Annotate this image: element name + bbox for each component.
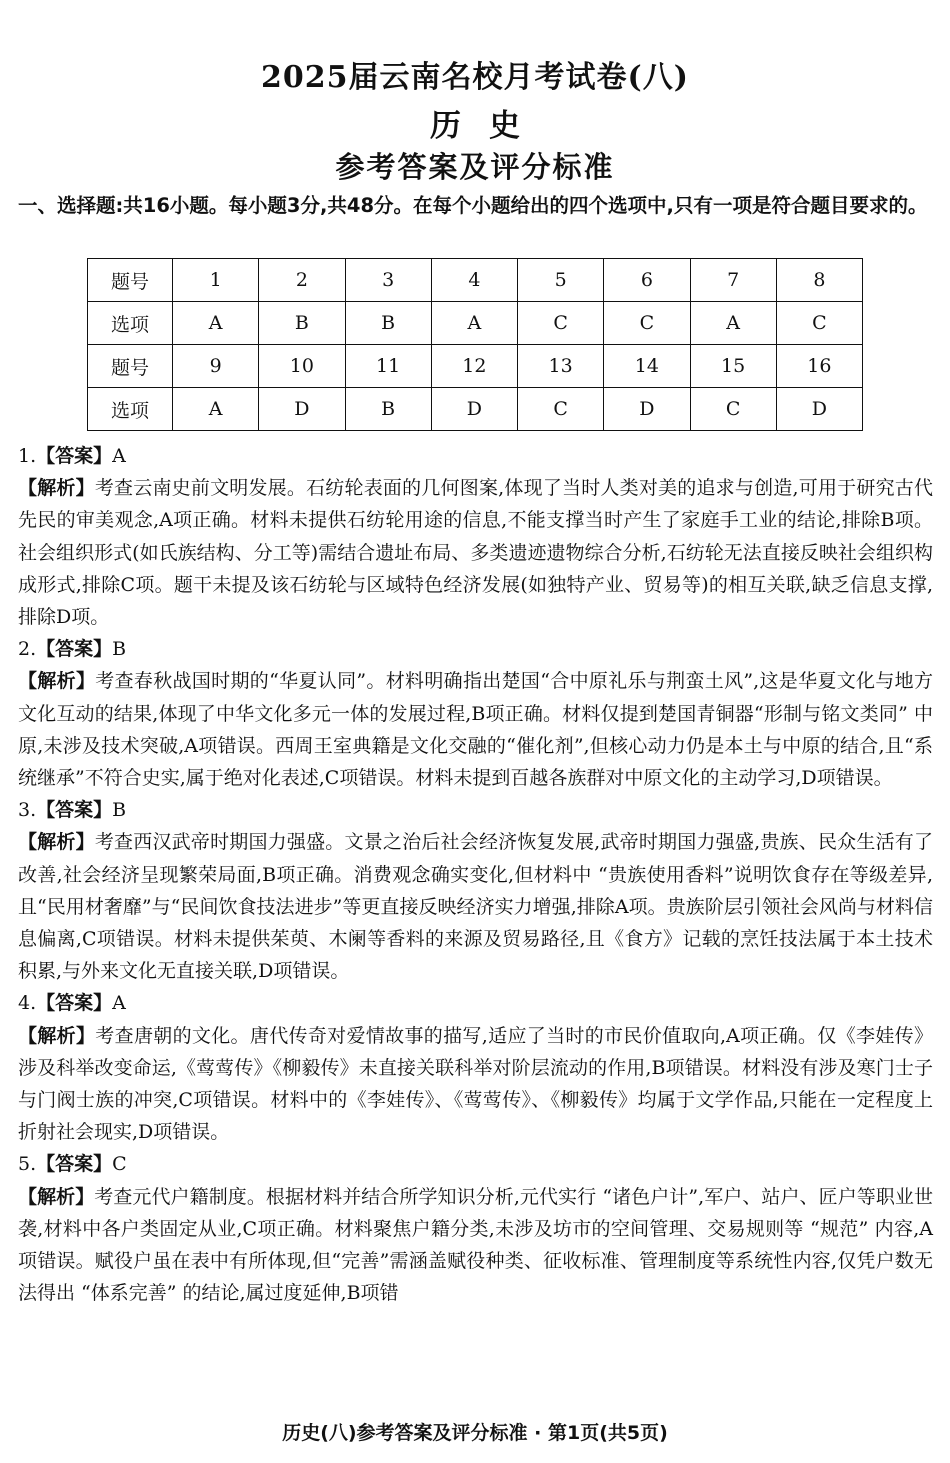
item-number: 5.: [18, 1153, 37, 1176]
analysis-label: 【解析】: [18, 1024, 96, 1047]
question-number: 2: [259, 259, 345, 302]
table-row-label: 选项: [88, 388, 173, 431]
item-number: 2.: [18, 638, 37, 661]
list-item: [18, 987, 933, 1148]
analysis-text: 考查元代户籍制度。根据材料并结合所学知识分析,元代实行 “诸色户计”,军户、站户、匠户等职业世袭,材料中各户类固定从业,C项正确。材料聚焦户籍分类,未涉及坊市的空间管理、交易规则等 “规范” 内容,A项错误。赋役户虽在表中有所体现,但“完善”需涵盖赋役种类、征收标准、管理制度等系统性内容,仅凭户数无法得出 “体系完善” 的结论,属过度延伸,B项错: [18, 1185, 933, 1305]
question-number: 5: [518, 259, 604, 302]
question-number: 6: [604, 259, 690, 302]
analysis-paragraph: [18, 826, 933, 987]
answer-option: A: [431, 302, 517, 345]
question-number: 1: [173, 259, 259, 302]
answer-option: D: [776, 388, 862, 431]
analysis-label: 【解析】: [18, 831, 95, 854]
question-number: 11: [345, 345, 431, 388]
analysis-paragraph: [18, 1020, 933, 1149]
answer-option: C: [518, 388, 604, 431]
question-number: 9: [173, 345, 259, 388]
answer-label: 【答案】: [36, 992, 113, 1015]
answer-option: A: [690, 302, 776, 345]
answer-label: 【答案】: [36, 799, 113, 822]
item-number: 4.: [18, 992, 37, 1015]
answer-label: 【答案】: [36, 445, 113, 467]
answer-line: [18, 1148, 933, 1180]
analysis-label: 【解析】: [18, 670, 96, 693]
question-number: 7: [690, 259, 776, 302]
answer-label: 【答案】: [36, 1153, 113, 1176]
list-item: [18, 1148, 933, 1309]
answer-option: C: [604, 302, 690, 345]
analysis-paragraph: [18, 472, 933, 633]
answer-option: D: [431, 388, 517, 431]
answer-value: A: [112, 445, 126, 467]
answer-option: D: [259, 388, 345, 431]
question-number: 4: [431, 259, 517, 302]
exam-title: 2025届云南名校月考试卷(八): [261, 60, 689, 95]
answer-line: [18, 794, 933, 826]
list-item: [18, 794, 933, 987]
answer-explanations: [18, 440, 933, 1309]
answer-key-title: 参考答案及评分标准: [335, 150, 615, 184]
list-item: [18, 440, 933, 633]
question-number: 15: [690, 345, 776, 388]
answer-option: C: [690, 388, 776, 431]
answer-line: [18, 440, 933, 472]
table-row-label: 题号: [88, 345, 173, 388]
question-number: 10: [259, 345, 345, 388]
analysis-paragraph: [18, 665, 933, 794]
analysis-text: 考查春秋战国时期的“华夏认同”。材料明确指出楚国“合中原礼乐与荆蛮土风”,这是华夏文化与地方文化互动的结果,体现了中华文化多元一体的发展过程,B项正确。材料仅提到楚国青铜器“形制与铭文类同” 中原,未涉及技术突破,A项错误。西周王室典籍是文化交融的“催化剂”,但核心动力仍是本土与中原的结合,且“系统继承”不符合史实,属于绝对化表述,C项错误。材料未提到百越各族群对中原文化的主动学习,D项错误。: [18, 670, 933, 790]
list-item: [18, 633, 933, 794]
question-number: 8: [776, 259, 862, 302]
table-row-label: 题号: [88, 259, 173, 302]
analysis-label: 【解析】: [18, 477, 95, 500]
question-number: 16: [776, 345, 862, 388]
table-row: [88, 259, 863, 302]
answer-line: [18, 633, 933, 665]
question-number: 3: [345, 259, 431, 302]
analysis-label: 【解析】: [18, 1185, 95, 1208]
table-row: [88, 388, 863, 431]
answer-option: D: [604, 388, 690, 431]
answer-value: A: [112, 992, 126, 1015]
answer-option: B: [345, 388, 431, 431]
subject-title: 历史: [430, 108, 548, 144]
table-row: [88, 345, 863, 388]
item-number: 3.: [18, 799, 37, 822]
answer-option: C: [518, 302, 604, 345]
question-number: 13: [518, 345, 604, 388]
answer-option: B: [259, 302, 345, 345]
page-footer: 历史(八)参考答案及评分标准 · 第1页(共5页): [282, 1422, 668, 1444]
analysis-text: 考查唐朝的文化。唐代传奇对爱情故事的描写,适应了当时的市民价值取向,A项正确。仅《李娃传》涉及科举改变命运,《莺莺传》《柳毅传》未直接关联科举对阶层流动的作用,B项错误。材料没有涉及寒门士子与门阀士族的冲突,C项错误。材料中的《李娃传》、《莺莺传》、《柳毅传》均属于文学作品,只能在一定程度上折射社会现实,D项错误。: [18, 1024, 933, 1144]
answer-option: A: [173, 302, 259, 345]
table-row: [88, 302, 863, 345]
answer-table: [87, 258, 863, 431]
question-number: 12: [431, 345, 517, 388]
answer-value: B: [112, 799, 127, 822]
answer-value: C: [112, 1153, 127, 1176]
analysis-paragraph: [18, 1181, 933, 1310]
answer-option: C: [776, 302, 862, 345]
section-heading: 一、选择题:共16小题。每小题3分,共48分。在每个小题给出的四个选项中,只有一项是符合题目要求的。: [18, 194, 928, 217]
answer-option: A: [173, 388, 259, 431]
analysis-text: 考查云南史前文明发展。石纺轮表面的几何图案,体现了当时人类对美的追求与创造,可用于研究古代先民的审美观念,A项正确。材料未提供石纺轮用途的信息,不能支撑当时产生了家庭手工业的结论,排除B项。社会组织形式(如氏族结构、分工等)需结合遗址布局、多类遗迹遗物综合分析,石纺轮无法直接反映社会组织构成形式,排除C项。题干未提及该石纺轮与区域特色经济发展(如独特产业、贸易等)的相互关联,缺乏信息支撑,排除D项。: [18, 477, 933, 629]
item-number: 1.: [18, 445, 37, 467]
answer-line: [18, 987, 933, 1019]
question-number: 14: [604, 345, 690, 388]
analysis-text: 考查西汉武帝时期国力强盛。文景之治后社会经济恢复发展,武帝时期国力强盛,贵族、民众生活有了改善,社会经济呈现繁荣局面,B项正确。消费观念确实变化,但材料中 “贵族使用香料”说明饮食存在等级差异,且“民用材奢靡”与“民间饮食技法进步”等更直接反映经济实力增强,排除A项。贵族阶层引领社会风尚与材料信息偏离,C项错误。材料未提供茱萸、木阑等香料的来源及贸易路径,且《食方》记载的烹饪技法属于本土技术积累,与外来文化无直接关联,D项错误。: [18, 831, 933, 983]
answer-option: B: [345, 302, 431, 345]
answer-label: 【答案】: [36, 638, 113, 661]
answer-value: B: [112, 638, 127, 661]
table-row-label: 选项: [88, 302, 173, 345]
